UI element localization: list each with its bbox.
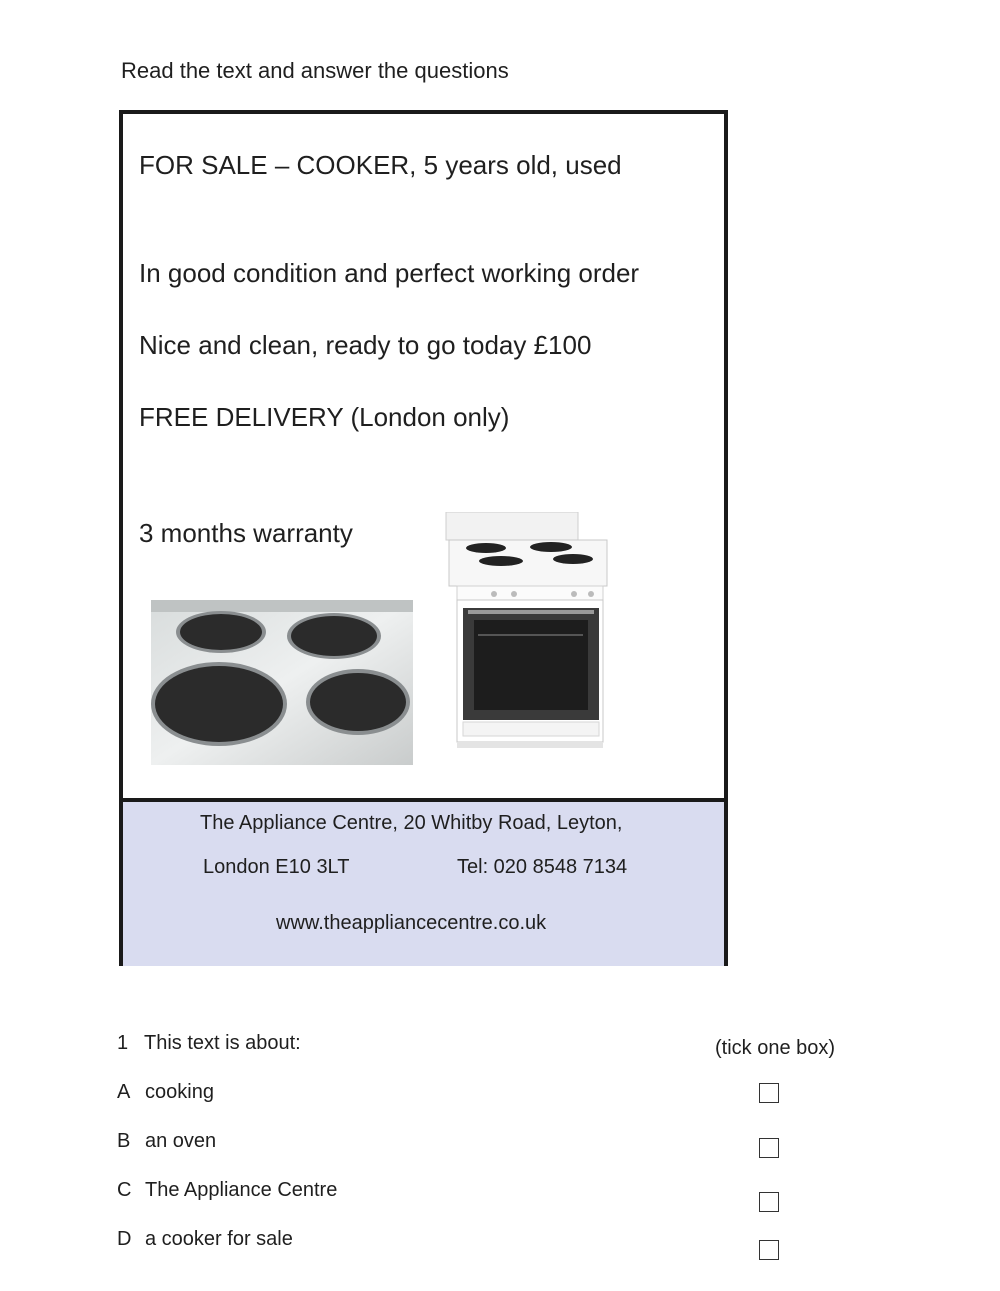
- advert-box: [119, 110, 728, 966]
- option-b-checkbox[interactable]: [759, 1138, 779, 1158]
- option-b-letter: B: [117, 1130, 131, 1152]
- advert-price: Nice and clean, ready to go today £100: [139, 330, 592, 360]
- option-a-letter: A: [117, 1081, 131, 1103]
- advert-delivery: FREE DELIVERY (London only): [139, 402, 510, 432]
- tick-instruction: (tick one box): [715, 1037, 836, 1059]
- option-c-checkbox[interactable]: [759, 1192, 779, 1212]
- option-d-letter: D: [117, 1228, 132, 1250]
- cooker-photo: [441, 512, 617, 762]
- option-a-text: cooking: [145, 1081, 214, 1103]
- website-link[interactable]: www.theappliancecentre.co.uk: [276, 912, 547, 934]
- advert-condition: In good condition and perfect working order: [139, 258, 640, 288]
- telephone: Tel: 020 8548 7134: [457, 856, 628, 878]
- advert-headline: FOR SALE – COOKER, 5 years old, used: [139, 150, 622, 180]
- address-line-1: The Appliance Centre, 20 Whitby Road, Leyton,: [200, 812, 623, 834]
- address-line-2: London E10 3LT: [203, 856, 350, 878]
- instruction-text: Read the text and answer the questions: [121, 58, 509, 83]
- hob-photo: [151, 600, 413, 765]
- option-d-text: a cooker for sale: [145, 1228, 293, 1250]
- option-a-checkbox[interactable]: [759, 1083, 779, 1103]
- option-c-text: The Appliance Centre: [145, 1179, 338, 1201]
- contact-panel: [123, 798, 724, 966]
- option-b-text: an oven: [145, 1130, 217, 1152]
- advert-warranty: 3 months warranty: [139, 518, 353, 548]
- question-stem: This text is about:: [144, 1032, 301, 1054]
- option-d-checkbox[interactable]: [759, 1240, 779, 1260]
- option-c-letter: C: [117, 1179, 132, 1201]
- question-number: 1: [117, 1032, 129, 1054]
